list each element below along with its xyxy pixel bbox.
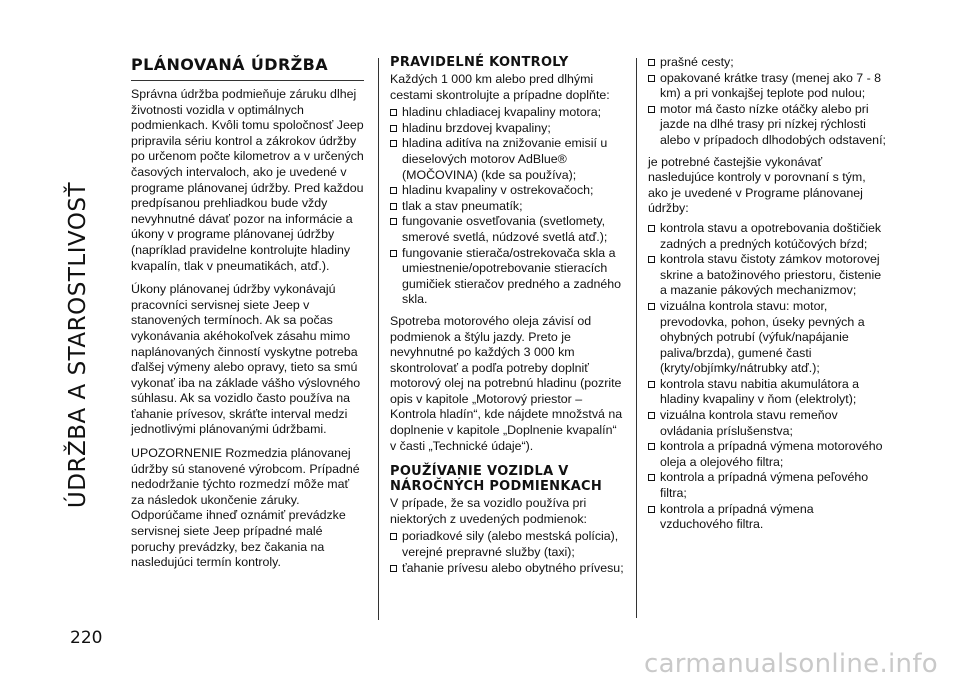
paragraph: Správna údržba podmieňuje záruku dlhej životnosti vozidla v optimálnych podmienkach. Kvôli tomu spoločnosť Jeep pripravila sériu kontrol a zákrokov údržby po určenom počte kilometrov a v určených časových intervaloch, ako je uvedené v programe plánovanej údržby. Pred každou predpísanou prehliadkou bude vždy nevyhnutné dávať pozor na informácie a úkony v programe plánovanej údržby (napríklad pravidelne kontrolujte hladiny kvapalín, tlak v pneumatikách, atď.). <box>131 87 364 273</box>
conditions-list <box>648 55 888 149</box>
list-item: fungovanie stierača/ostrekovača skla a umiestnenie/opotrebovanie stieracích gumičiek stieračov predného a zadného skla. <box>390 246 626 308</box>
list-item: kontrola stavu a opotrebovania doštičiek zadných a predných kotúčových bŕzd; <box>648 221 888 252</box>
column-divider <box>636 58 637 618</box>
paragraph: je potrebné častejšie vykonávať nasledujúce kontroly v porovnaní s tým, ako je uvedené v Programe plánovanej údržby: <box>648 154 866 216</box>
list-item: motor má často nízke otáčky alebo pri jazde na dlhé trasy pri nízkej rýchlosti alebo v prípadoch dlhodobých odstavení; <box>648 102 888 149</box>
list-item: tlak a stav pneumatík; <box>390 199 626 215</box>
section-heading: PLÁNOVANÁ ÚDRŽBA <box>131 55 364 81</box>
list-item: hladinu chladiacej kvapaliny motora; <box>390 105 626 121</box>
section-heading: PRAVIDELNÉ KONTROLY <box>390 55 569 70</box>
list-item: kontrola a prípadná výmena motorového oleja a olejového filtra; <box>648 439 888 470</box>
list-item: kontrola stavu nabitia akumulátora a hladiny kvapaliny v ňom (elektrolyt); <box>648 377 888 408</box>
warning-paragraph: UPOZORNENIE Rozmedzia plánovanej údržby sú stanovené výrobcom. Prípadné nedodržanie týchto rozmedzí môže mať za následok ukončenie záruky. Odporúčame ihneď oznámiť prevádzke servisnej siete Jeep prípadné malé poruchy prevádzky, bez čakania na nasledujúci termín kontroly. <box>131 446 360 570</box>
column-3 <box>648 55 888 539</box>
chapter-title: ÚDRŽBA A STAROSTLIVOSŤ <box>65 181 91 509</box>
list-item: kontrola a prípadná výmena vzduchového filtra. <box>648 502 888 533</box>
paragraph: Spotreba motorového oleja závisí od podmienok a štýlu jazdy. Preto je nevyhnutné po každých 3 000 km skontrolovať a podľa potreby doplniť motorový olej na potrebnú hladinu (pozrite opis v kapitole „Motorový priestor – Kontrola hladín“, kde nájdete množstvá na doplnenie v kapitole „Doplnenie kvapalín“ v časti „Technické údaje“). <box>390 313 623 453</box>
column-1 <box>131 55 364 579</box>
usage-list <box>390 529 626 576</box>
list-item: fungovanie osvetľovania (svetlomety, smerové svetlá, núdzové svetlá atď.); <box>390 214 626 245</box>
checks-list <box>390 105 626 308</box>
list-item: prašné cesty; <box>648 55 888 71</box>
list-item: kontrola a prípadná výmena peľového filtra; <box>648 470 888 501</box>
list-item: ťahanie prívesu alebo obytného prívesu; <box>390 561 626 577</box>
paragraph: Úkony plánovanej údržby vykonávajú pracovníci servisnej siete Jeep v stanovených termínoch. Ak sa počas vykonávania akéhokoľvek zásahu mimo naplánovaných činností vyskytne potreba ďalšej výmeny alebo opravy, tieto sa smú vykonať iba na základe vášho výslovného súhlasu. Ak sa vozidlo často používa na ťahanie prívesov, skráťte interval medzi jednotlivými plánovanými údržbami. <box>131 282 361 437</box>
column-2 <box>390 55 626 582</box>
list-item: vizuálna kontrola stavu: motor, prevodovka, pohon, úseky pevných a ohybných potrubí (výfuk/napájanie paliva/brzda), gumené časti (kryty/objímky/nátrubky atď.); <box>648 299 888 377</box>
watermark: carmanualsonline.info <box>643 649 938 679</box>
list-item: poriadkové sily (alebo mestská polícia), verejné prepravné služby (taxi); <box>390 529 626 560</box>
list-item: vizuálna kontrola stavu remeňov ovládania príslušenstva; <box>648 408 888 439</box>
paragraph: Každých 1 000 km alebo pred dlhými cestami skontrolujte a prípadne doplňte: <box>390 72 610 102</box>
list-item: opakované krátke trasy (menej ako 7 - 8 km) a pri vonkajšej teplote pod nulou; <box>648 71 888 102</box>
list-item: hladinu brzdovej kvapaliny; <box>390 121 626 137</box>
list-item: hladinu kvapaliny v ostrekovačoch; <box>390 183 626 199</box>
column-divider <box>378 58 379 620</box>
section-heading: POUŽÍVANIE VOZIDLA V NÁROČNÝCH PODMIENKACH <box>390 464 603 495</box>
list-item: kontrola stavu čistoty zámkov motorovej skrine a batožinového priestoru, čistenie a mazanie pákových mechanizmov; <box>648 252 888 299</box>
frequent-checks-list <box>648 221 888 533</box>
page-number: 220 <box>70 628 103 648</box>
list-item: hladina aditíva na znižovanie emisií u dieselových motorov AdBlue® (MOČOVINA) (kde sa používa); <box>390 136 626 183</box>
paragraph: V prípade, že sa vozidlo používa pri niektorých z uvedených podmienok: <box>390 496 587 526</box>
